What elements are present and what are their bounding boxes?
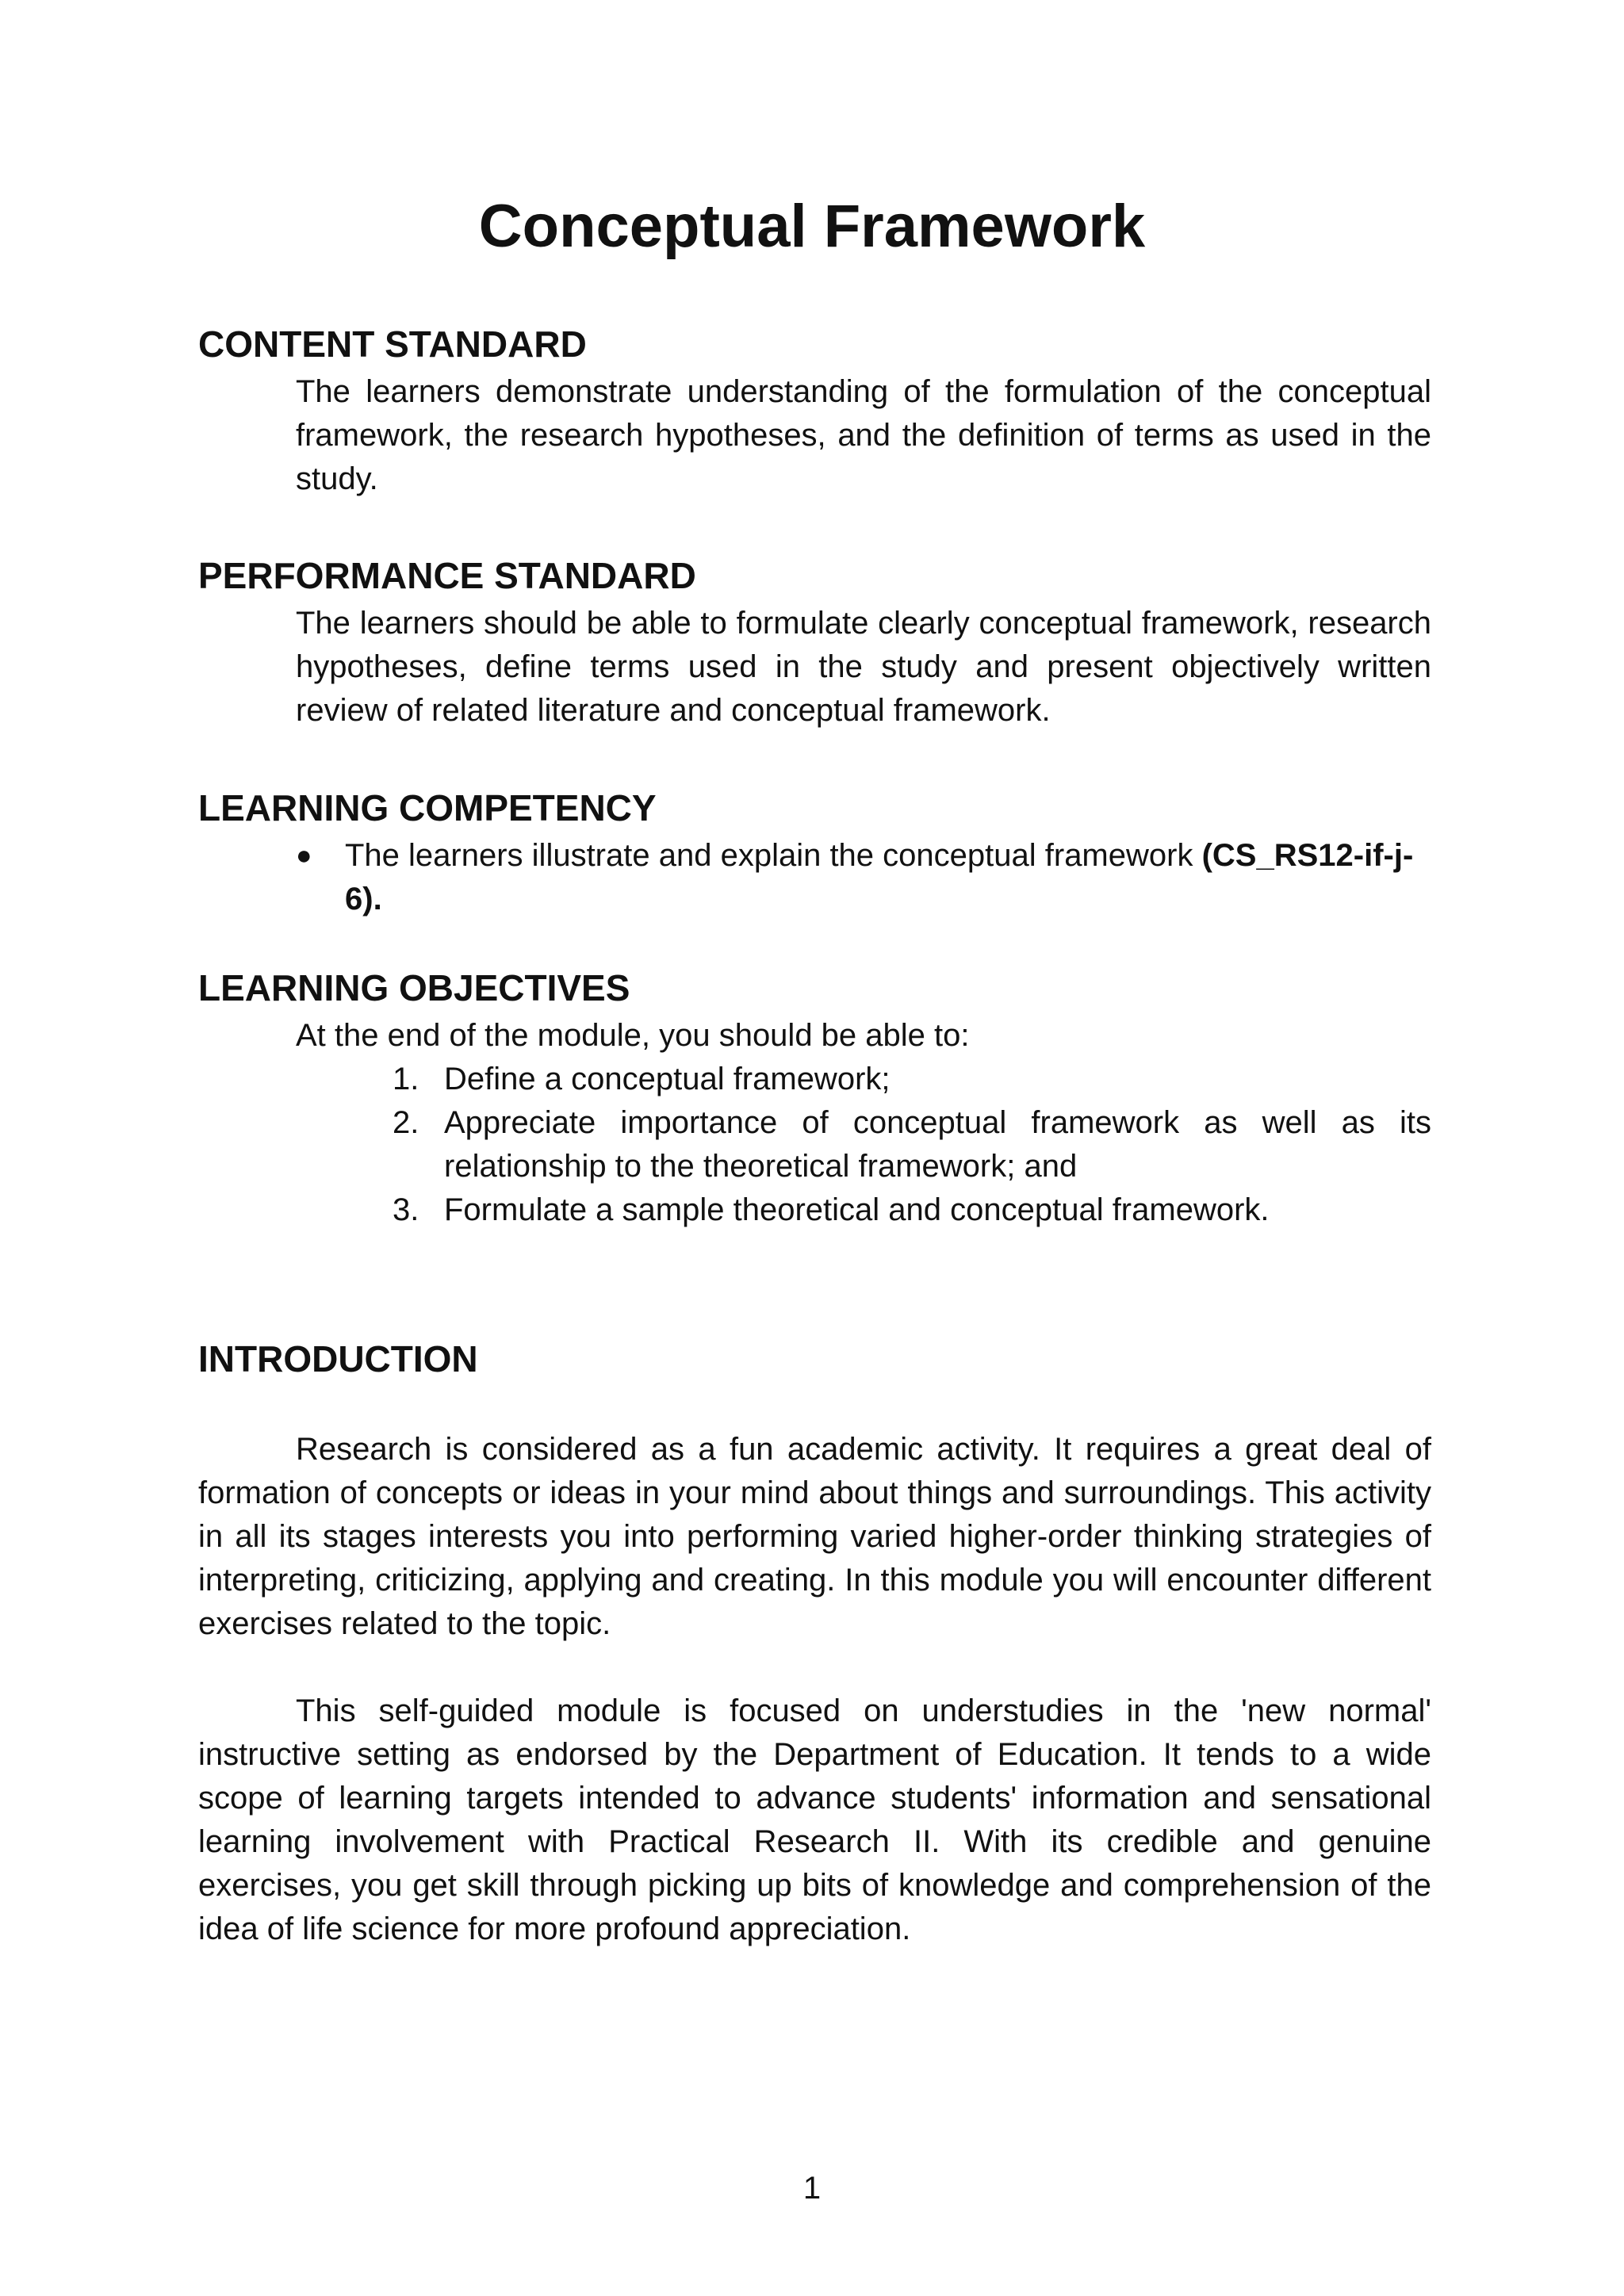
learning-competency-item xyxy=(296,834,1431,921)
page-title: Conceptual Framework xyxy=(478,193,1146,260)
objective-number: 2. xyxy=(393,1105,419,1140)
content-standard-heading: CONTENT STANDARD xyxy=(198,323,587,365)
performance-standard-heading: PERFORMANCE STANDARD xyxy=(198,555,696,596)
list-item xyxy=(393,1101,1431,1188)
competency-code: (CS_RS12-if-j-6). xyxy=(345,838,1414,916)
objective-number: 1. xyxy=(393,1062,419,1096)
objective-number: 3. xyxy=(393,1192,419,1227)
objective-text: Formulate a sample theoretical and conceptual framework. xyxy=(444,1192,1270,1227)
introduction-heading: INTRODUCTION xyxy=(198,1338,478,1380)
content-standard-text: The learners demonstrate understanding of the formulation of the conceptual framework, the research hypotheses, and the definition of terms as used in the study. xyxy=(296,374,1431,496)
performance-standard-text: The learners should be able to formulate clearly conceptual framework, research hypotheses, define terms used in the study and present objectively written review of related literature and conceptual framework. xyxy=(296,606,1431,728)
objective-text: Appreciate importance of conceptual framework as well as its relationship to the theoretical framework; and xyxy=(444,1105,1431,1184)
objectives-list xyxy=(393,1058,1431,1232)
list-item xyxy=(393,1188,1431,1232)
learning-competency-text xyxy=(345,834,1431,921)
introduction-paragraph-2: This self-guided module is focused on understudies in the 'new normal' instructive setting as endorsed by the Department of Education. It tends to a wide scope of learning targets intended to advance students' information and sensational learning involvement with Practical Research II. With its credible and genuine exercises, you get skill through picking up bits of knowledge and comprehension of the idea of life science for more profound appreciation. xyxy=(198,1693,1431,1946)
learning-objectives-heading: LEARNING OBJECTIVES xyxy=(198,967,630,1008)
list-item xyxy=(393,1058,1431,1101)
competency-description: The learners illustrate and explain the conceptual framework xyxy=(345,838,1202,873)
page-number: 1 xyxy=(802,2171,822,2206)
learning-objectives-intro: At the end of the module, you should be able to: xyxy=(296,1018,970,1053)
learning-competency-heading: LEARNING COMPETENCY xyxy=(198,787,657,828)
objective-text: Define a conceptual framework; xyxy=(444,1062,891,1096)
bullet-icon: ● xyxy=(296,840,312,871)
introduction-paragraph-1: Research is considered as a fun academic activity. It requires a great deal of formation of concepts or ideas in your mind about things and surroundings. This activity in all its stages interests you into performing varied higher-order thinking strategies of interpreting, criticizing, applying and creating. In this module you will encounter different exercises related to the topic. xyxy=(198,1432,1431,1641)
